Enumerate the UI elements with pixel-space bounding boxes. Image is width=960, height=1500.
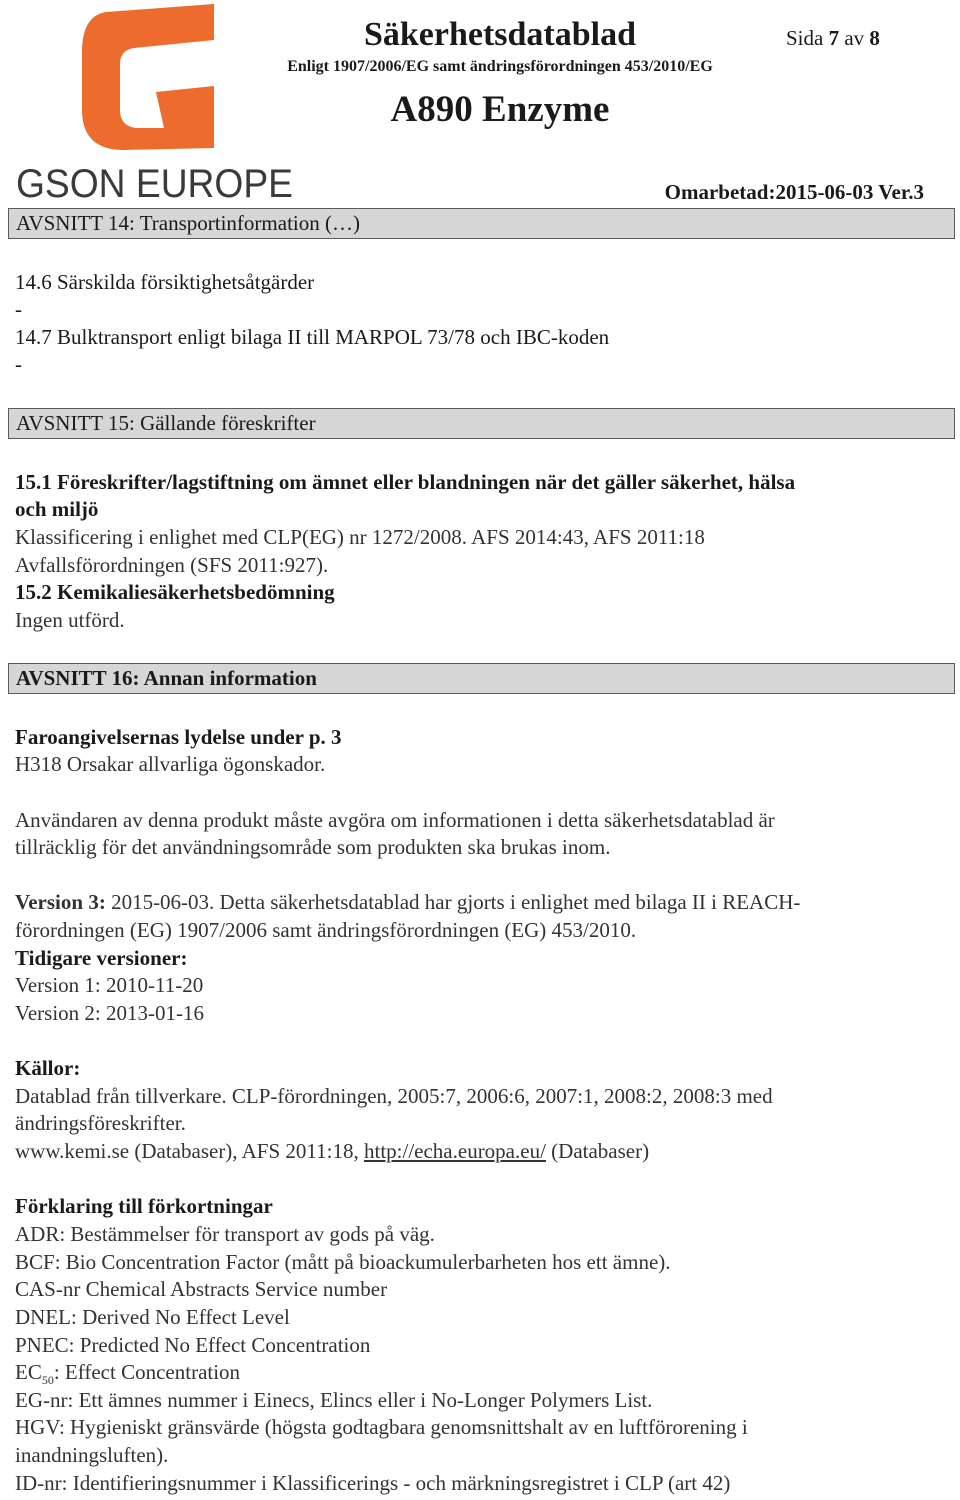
abbr-adr: ADR: Bestämmelser för transport av gods på väg.	[15, 1222, 435, 1246]
abbr-eg-nr: EG-nr: Ett ämnes nummer i Einecs, Elincs eller i No-Longer Polymers List.	[15, 1388, 653, 1412]
abbr-pnec: PNEC: Predicted No Effect Concentration	[15, 1333, 371, 1357]
sources-line3: www.kemi.se (Databaser), AFS 2011:18, http://echa.europa.eu/ (Databaser)	[15, 1139, 650, 1163]
abbr-hgv-line2: inandningsluften).	[15, 1443, 169, 1467]
abbr-bcf: BCF: Bio Concentration Factor (mått på bioackumulerbarheten hos ett ämne).	[15, 1250, 671, 1274]
s15-1-heading-line1: 15.1 Föreskrifter/lagstiftning om ämnet eller blandningen när det gäller säkerhet, hälsa	[15, 470, 796, 494]
abbr-dnel: DNEL: Derived No Effect Level	[15, 1305, 290, 1329]
document-title: Säkerhetsdatablad	[363, 16, 637, 53]
hazard-phrases-heading: Faroangivelsernas lydelse under p. 3	[15, 725, 342, 749]
sources-line2: ändringsföreskrifter.	[15, 1111, 186, 1135]
s14-6-value: -	[15, 297, 22, 321]
previous-version-1: Version 1: 2010-11-20	[15, 973, 204, 997]
s15-classification-text: Klassificering i enlighet med CLP(EG) nr 1272/2008. AFS 2014:43, AFS 2011:18	[15, 525, 705, 549]
revision-date: Omarbetad:2015-06-03 Ver.3	[664, 180, 924, 204]
abbr-hgv-line1: HGV: Hygieniskt gränsvärde (högsta godtagbara genomsnittshalt av en luftförorening i	[15, 1415, 748, 1439]
hazard-phrase-h318: H318 Orsakar allvarliga ögonskador.	[15, 752, 326, 776]
previous-versions-label: Tidigare versioner:	[15, 946, 188, 970]
version-note-line2: förordningen (EG) 1907/2006 samt ändringsförordningen (EG) 453/2010.	[15, 918, 637, 942]
abbr-id-nr: ID-nr: Identifieringsnummer i Klassificerings - och märkningsregistret i CLP (art 42)	[15, 1471, 731, 1495]
s15-waste-regulation-text: Avfallsförordningen (SFS 2011:927).	[15, 553, 329, 577]
s14-6-heading: 14.6 Särskilda försiktighetsåtgärder	[15, 270, 315, 294]
user-note-line1: Användaren av denna produkt måste avgöra om informationen i detta säkerhetsdatablad är	[15, 808, 775, 832]
section-14-heading: AVSNITT 14: Transportinformation (…)	[8, 208, 955, 239]
abbr-cas: CAS-nr Chemical Abstracts Service number	[15, 1277, 388, 1301]
logo-wordmark: GSON EUROPE	[16, 162, 293, 206]
s15-2-heading: 15.2 Kemikaliesäkerhetsbedömning	[15, 580, 335, 604]
s15-2-text: Ingen utförd.	[15, 608, 125, 632]
s15-1-heading-line2: och miljö	[15, 497, 99, 521]
section-15-heading: AVSNITT 15: Gällande föreskrifter	[8, 408, 955, 439]
sources-line1: Datablad från tillverkare. CLP-förordningen, 2005:7, 2006:6, 2007:1, 2008:2, 2008:3 med	[15, 1084, 773, 1108]
sources-label: Källor:	[15, 1056, 81, 1080]
s14-7-heading: 14.7 Bulktransport enligt bilaga II till MARPOL 73/78 och IBC-koden	[15, 325, 610, 349]
page-indicator: Sida 7 av 8	[786, 26, 880, 50]
document-subtitle: Enligt 1907/2006/EG samt ändringsförordningen 453/2010/EG	[287, 58, 713, 75]
previous-version-2: Version 2: 2013-01-16	[15, 1001, 204, 1025]
product-name: A890 Enzyme	[390, 89, 610, 130]
section-16-heading: AVSNITT 16: Annan information	[8, 663, 955, 694]
abbreviations-heading: Förklaring till förkortningar	[15, 1194, 273, 1218]
echa-link[interactable]: http://echa.europa.eu/	[363, 1139, 546, 1163]
s14-7-value: -	[15, 352, 22, 376]
version-note-line1: Version 3: 2015-06-03. Detta säkerhetsdatablad har gjorts i enlighet med bilaga II i REACH-	[15, 890, 801, 914]
user-note-line2: tillräcklig för det användningsområde som produkten ska brukas inom.	[15, 835, 611, 859]
abbr-ec50: $EC_{50}$: Effect Concentration	[15, 1360, 241, 1388]
